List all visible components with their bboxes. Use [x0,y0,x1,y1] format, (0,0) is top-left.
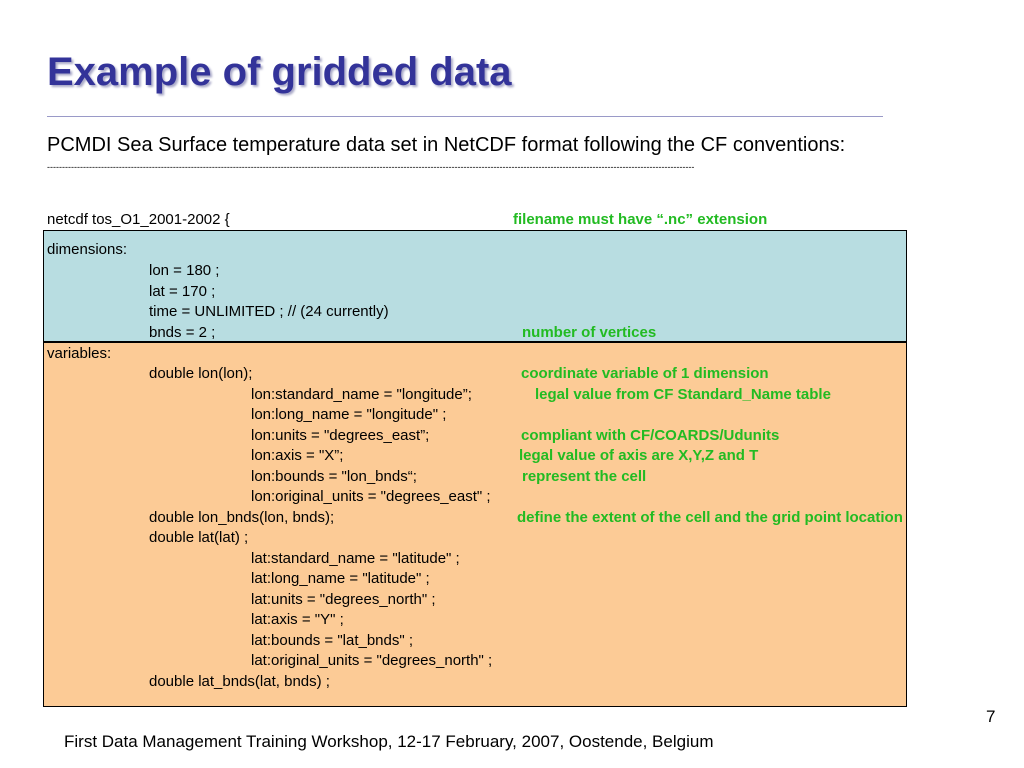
variable-line: double lat_bnds(lat, bnds) ; [149,673,330,690]
variable-note: represent the cell [522,468,647,485]
dimension-line: bnds = 2 ; [149,324,216,341]
page-number: 7 [986,707,996,726]
title-underline [47,116,883,117]
dimension-line: lat = 170 ; [149,283,216,300]
variable-line: lon:axis = "X”; [251,447,344,464]
variable-line: lon:original_units = "degrees_east" ; [251,488,491,505]
variables-label: variables: [47,345,112,362]
dimensions-label: dimensions: [47,241,128,258]
variable-line: double lon_bnds(lon, bnds); [149,509,335,526]
variable-line: lat:axis = "Y" ; [251,611,344,628]
variable-line: lon:units = "degrees_east”; [251,427,430,444]
slide-title: Example of gridded data [47,50,512,94]
slide-subtitle: PCMDI Sea Surface temperature data set in NetCDF format following the CF conventions: [47,134,846,156]
variable-note: compliant with CF/COARDS/Udunits [521,427,780,444]
variable-line: lon:standard_name = "longitude”; [251,386,472,403]
filename-note: filename must have “.nc” extension [513,211,768,228]
dimension-line: time = UNLIMITED ; // (24 currently) [149,303,389,320]
variable-note: legal value from CF Standard_Name table [535,386,831,403]
dimension-line: lon = 180 ; [149,262,220,279]
variable-line: double lon(lon); [149,365,253,382]
variable-line: double lat(lat) ; [149,529,249,546]
variable-line: lon:bounds = "lon_bnds“; [251,468,417,485]
variable-note: legal value of axis are X,Y,Z and T [519,447,759,464]
variable-line: lat:original_units = "degrees_north" ; [251,652,493,669]
variable-line: lat:long_name = "latitude" ; [251,570,430,587]
slide-footer: First Data Management Training Workshop, 12-17 February, 2007, Oostende, Belgium [64,732,714,751]
variable-line: lat:standard_name = "latitude" ; [251,550,460,567]
variable-line: lat:units = "degrees_north" ; [251,591,436,608]
variable-note: coordinate variable of 1 dimension [521,365,769,382]
vertices-note: number of vertices [522,324,657,341]
variable-line: lat:bounds = "lat_bnds" ; [251,632,414,649]
variable-line: lon:long_name = "longitude" ; [251,406,447,423]
variable-note: define the extent of the cell and the grid point location [517,509,903,526]
netcdf-header-line: netcdf tos_O1_2001-2002 { [47,211,230,228]
dashed-separator: ------------------------------------------------------------------------------------------------------------------------------------------------------------------------------------------------------------------------ [47,162,695,172]
